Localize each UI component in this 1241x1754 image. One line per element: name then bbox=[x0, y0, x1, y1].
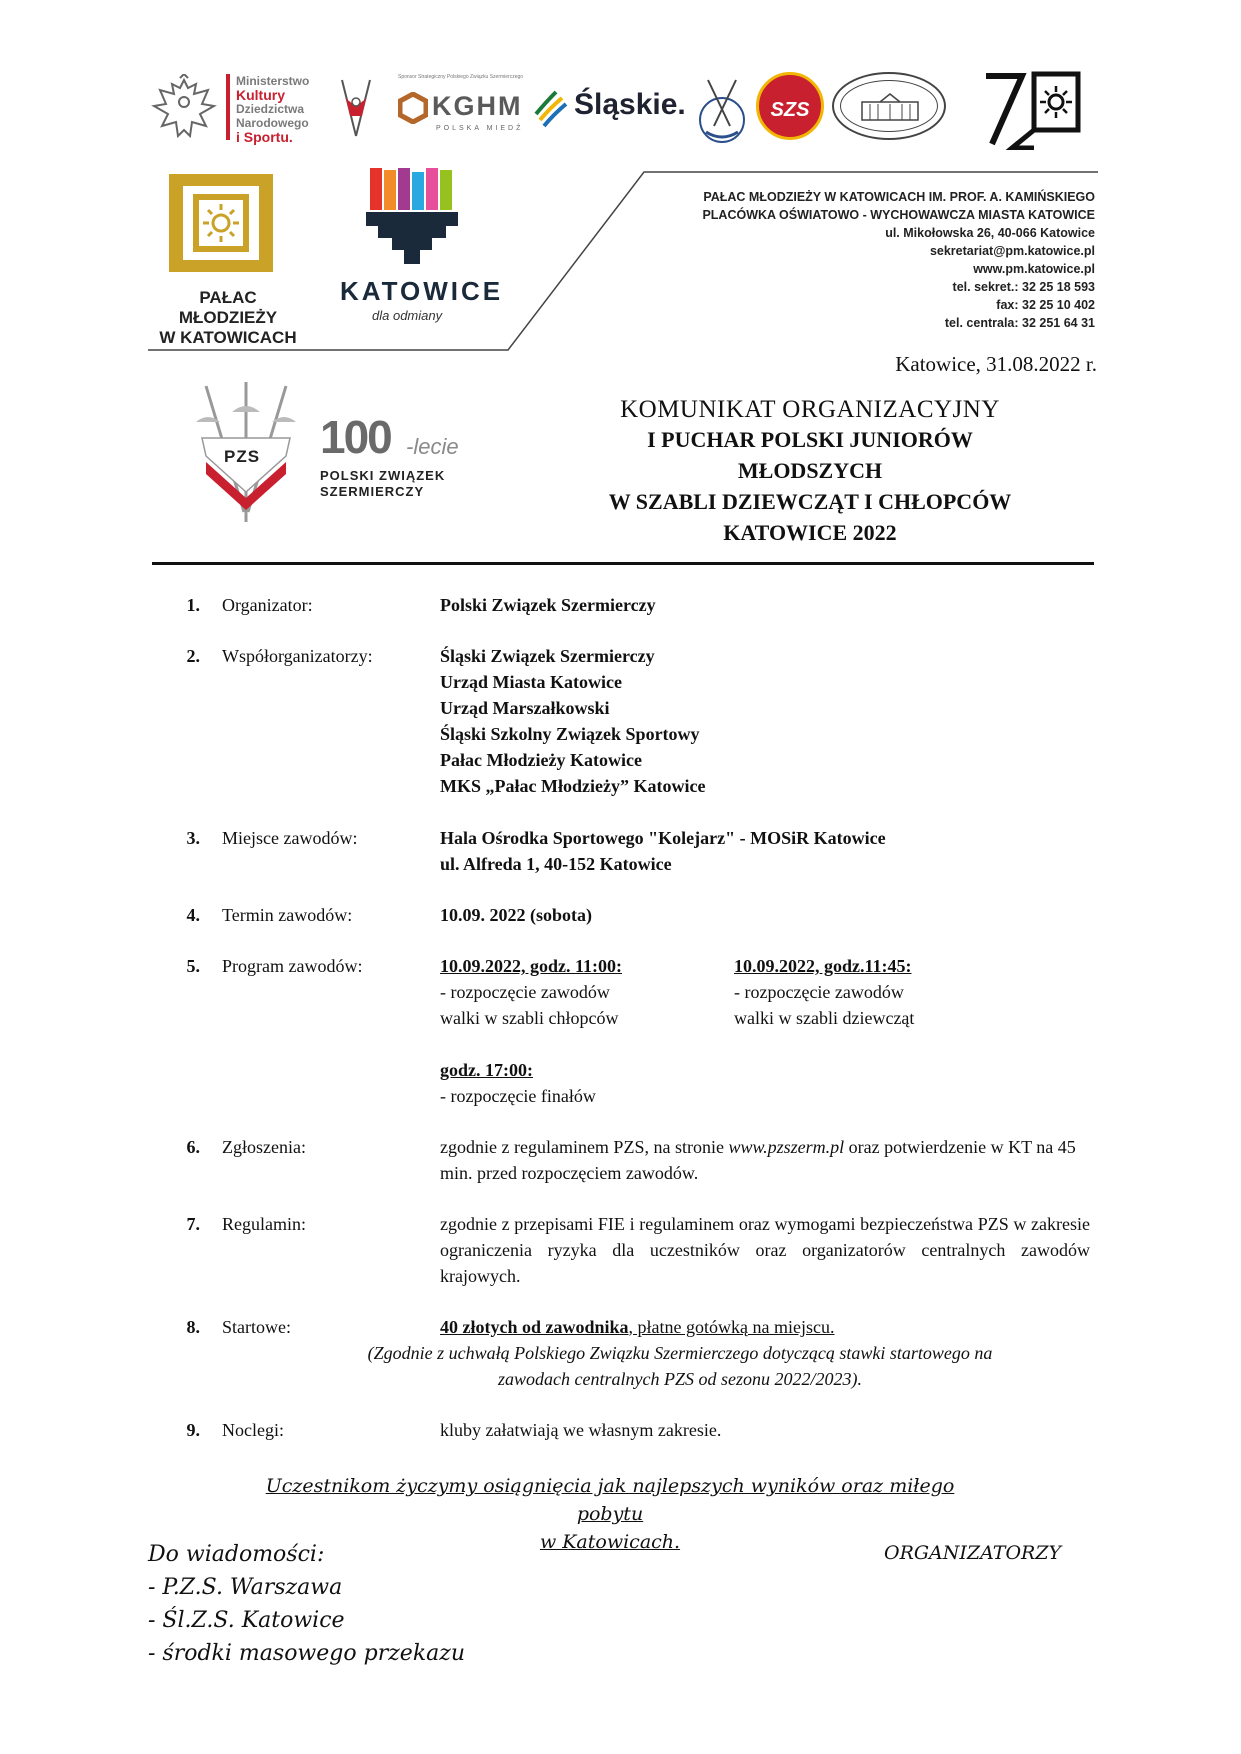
co-organizer: Urząd Marszałkowski bbox=[440, 698, 610, 718]
co-organizer: MKS „Pałac Młodzieży” Katowice bbox=[440, 776, 706, 796]
slaskie-symbol bbox=[532, 88, 570, 128]
address-website: www.pm.katowice.pl bbox=[973, 262, 1095, 276]
title-line-5: KATOWICE 2022 bbox=[723, 520, 897, 545]
item-6-text-pre: zgodnie z regulaminem PZS, na stronie bbox=[440, 1137, 729, 1157]
item-3-label: Miejsce zawodów: bbox=[222, 828, 358, 848]
item-3-values bbox=[440, 825, 886, 877]
kghm-symbol bbox=[398, 92, 428, 124]
program-boys bbox=[440, 953, 622, 1031]
distribution-heading: Do wiadomości: bbox=[148, 1542, 325, 1567]
venue-address: ul. Alfreda 1, 40-152 Katowice bbox=[440, 854, 672, 874]
pzs-emblem-text: PZS bbox=[224, 447, 261, 466]
pzs-name bbox=[320, 468, 445, 500]
program-girls-line-1: - rozpoczęcie zawodów bbox=[734, 982, 904, 1002]
item-7-number: 7. bbox=[186, 1214, 200, 1234]
katowice-tagline: dla odmiany bbox=[372, 308, 443, 323]
item-8-label: Startowe: bbox=[222, 1317, 291, 1337]
address-line-2: PLACÓWKA OŚWIATOWO - WYCHOWAWCZA MIASTA KATOWICE bbox=[702, 208, 1095, 222]
distribution-item: - środki masowego przekazu bbox=[148, 1641, 466, 1666]
title-line-3: MŁODSZYCH bbox=[737, 458, 883, 483]
item-1-value: Polski Związek Szermierczy bbox=[440, 595, 656, 615]
ministry-line-5: i Sportu. bbox=[236, 129, 293, 145]
program-boys-time: 10.09.2022, godz. 11:00: bbox=[440, 956, 622, 976]
item-4-value: 10.09. 2022 (sobota) bbox=[440, 905, 592, 925]
item-8-note bbox=[300, 1340, 1060, 1392]
item-7-label: Regulamin: bbox=[222, 1214, 306, 1234]
address-phone-secretariat: tel. sekret.: 32 25 18 593 bbox=[952, 280, 1095, 294]
building-icon bbox=[860, 92, 920, 122]
sponsor-logos bbox=[150, 66, 1090, 156]
program-boys-line-2: walki w szabli chłopców bbox=[440, 1008, 619, 1028]
centenary-number: 100 bbox=[320, 411, 391, 463]
szs-badge-text: SZS bbox=[770, 99, 810, 121]
program-girls-time: 10.09.2022, godz.11:45: bbox=[734, 956, 912, 976]
item-9-value: kluby załatwiają we własnym zakresie. bbox=[440, 1420, 722, 1440]
organizers-signature: ORGANIZATORZY bbox=[884, 1542, 1062, 1564]
co-organizer: Śląski Szkolny Związek Sportowy bbox=[440, 724, 700, 744]
item-1-label: Organizator: bbox=[222, 595, 313, 615]
item-4-label: Termin zawodów: bbox=[222, 905, 353, 925]
szs-badge bbox=[756, 72, 824, 140]
voivodeship-office-seal bbox=[832, 72, 946, 140]
program-finals-time: godz. 17:00: bbox=[440, 1060, 533, 1080]
item-8-note-line-1: (Zgodnie z uchwałą Polskiego Związku Szermierczego dotyczącą stawki startowego na bbox=[367, 1343, 993, 1363]
szs-fencing-emblem bbox=[696, 76, 748, 148]
document-title bbox=[560, 396, 1060, 548]
title-line-2: I PUCHAR POLSKI JUNIORÓW bbox=[647, 427, 973, 452]
item-3-number: 3. bbox=[186, 828, 200, 848]
kghm-sponsor-note: Sponsor Strategiczny Polskiego Związku Szermierczego bbox=[398, 74, 524, 80]
ministry-line-3: Dziedzictwa bbox=[236, 102, 305, 116]
item-6-text-post: oraz potwierdzenie w KT na 45 min. przed rozpoczęciem zawodów. bbox=[440, 1137, 1076, 1183]
item-6-number: 6. bbox=[186, 1137, 200, 1157]
title-line-4: W SZABLI DZIEWCZĄT I CHŁOPCÓW bbox=[608, 489, 1012, 514]
item-5-label: Program zawodów: bbox=[222, 956, 363, 976]
item-8-value bbox=[440, 1314, 834, 1340]
program-finals bbox=[440, 1057, 596, 1109]
polish-eagle-emblem bbox=[150, 74, 218, 148]
kghm-logo-text: KGHM bbox=[432, 91, 523, 121]
ministry-line-2: Kultury bbox=[236, 87, 285, 103]
item-9-number: 9. bbox=[186, 1420, 200, 1440]
distribution-item: - Śl.Z.S. Katowice bbox=[148, 1608, 345, 1633]
kghm-logo-sub: POLSKA MIEDŹ bbox=[436, 125, 524, 132]
entry-fee-amount: 40 złotych od zawodnika bbox=[440, 1317, 629, 1337]
item-6-label: Zgłoszenia: bbox=[222, 1137, 306, 1157]
item-9-label: Noclegi: bbox=[222, 1420, 284, 1440]
entry-fee-payment: , płatne gotówką na miejscu. bbox=[628, 1317, 835, 1337]
palac-label-line-1: PAŁAC MŁODZIEŻY bbox=[178, 288, 278, 327]
program-boys-line-1: - rozpoczęcie zawodów bbox=[440, 982, 610, 1002]
item-2-values bbox=[440, 643, 705, 799]
wishes-line-2: w Katowicach. bbox=[539, 1531, 681, 1553]
title-line-1: KOMUNIKAT ORGANIZACYJNY bbox=[620, 396, 1000, 423]
item-5-number: 5. bbox=[186, 956, 200, 976]
item-2-number: 2. bbox=[186, 646, 200, 666]
anniversary-70-logo bbox=[982, 70, 1086, 150]
address-line-3: ul. Mikołowska 26, 40-066 Katowice bbox=[885, 226, 1095, 240]
venue-name: Hala Ośrodka Sportowego "Kolejarz" - MOSiR Katowice bbox=[440, 828, 886, 848]
item-7-value: zgodnie z przepisami FIE i regulaminem oraz wymogami bezpieczeństwa PZS w zakresie ograniczenia ryzyka dla uczestników oraz organizatorów centralnych zawodów krajowych. bbox=[440, 1214, 1090, 1286]
katowice-wordmark: KATOWICE bbox=[340, 276, 504, 306]
centenary-suffix: -lecie bbox=[406, 434, 459, 459]
address-email: sekretariat@pm.katowice.pl bbox=[929, 244, 1095, 258]
institution-address-block bbox=[595, 188, 1095, 332]
item-8-note-line-2: zawodach centralnych PZS od sezonu 2022/2023). bbox=[498, 1369, 862, 1389]
program-girls bbox=[734, 953, 914, 1031]
co-organizer: Urząd Miasta Katowice bbox=[440, 672, 622, 692]
pzs-name-line-1: POLSKI ZWIĄZEK bbox=[320, 468, 446, 483]
ministry-red-bar bbox=[226, 74, 230, 140]
document-date: Katowice, 31.08.2022 r. bbox=[895, 352, 1097, 376]
address-fax: fax: 32 25 10 402 bbox=[996, 298, 1095, 312]
pzszerm-link[interactable]: www.pzszerm.pl bbox=[728, 1137, 845, 1157]
fencing-swords-icon bbox=[336, 76, 376, 144]
item-1-number: 1. bbox=[186, 595, 200, 615]
palac-label-line-2: W KATOWICACH bbox=[159, 328, 297, 347]
item-2-label: Współorganizatorzy: bbox=[222, 646, 373, 666]
item-8-number: 8. bbox=[186, 1317, 200, 1337]
ministry-line-4: Narodowego bbox=[236, 116, 309, 130]
co-organizer: Śląski Związek Szermierczy bbox=[440, 646, 655, 666]
distribution-item: - P.Z.S. Warszawa bbox=[148, 1575, 343, 1600]
item-6-value bbox=[440, 1134, 1090, 1186]
pzs-name-line-2: SZERMIERCZY bbox=[320, 484, 425, 499]
item-4-number: 4. bbox=[186, 905, 200, 925]
title-divider bbox=[152, 562, 1094, 565]
ministry-line-1: Ministerstwo bbox=[236, 74, 310, 88]
co-organizer: Pałac Młodzieży Katowice bbox=[440, 750, 642, 770]
address-phone-central: tel. centrala: 32 251 64 31 bbox=[944, 316, 1095, 330]
distribution-list bbox=[148, 1538, 465, 1670]
program-finals-line-1: - rozpoczęcie finałów bbox=[440, 1086, 596, 1106]
address-line-1: PAŁAC MŁODZIEŻY W KATOWICACH IM. PROF. A. KAMIŃSKIEGO bbox=[703, 190, 1095, 204]
slaskie-logo-text: Śląskie. bbox=[574, 88, 686, 121]
wishes-line-1: Uczestnikom życzymy osiągnięcia jak najlepszych wyników oraz miłego pobytu bbox=[265, 1475, 955, 1525]
program-girls-line-2: walki w szabli dziewcząt bbox=[734, 1008, 915, 1028]
